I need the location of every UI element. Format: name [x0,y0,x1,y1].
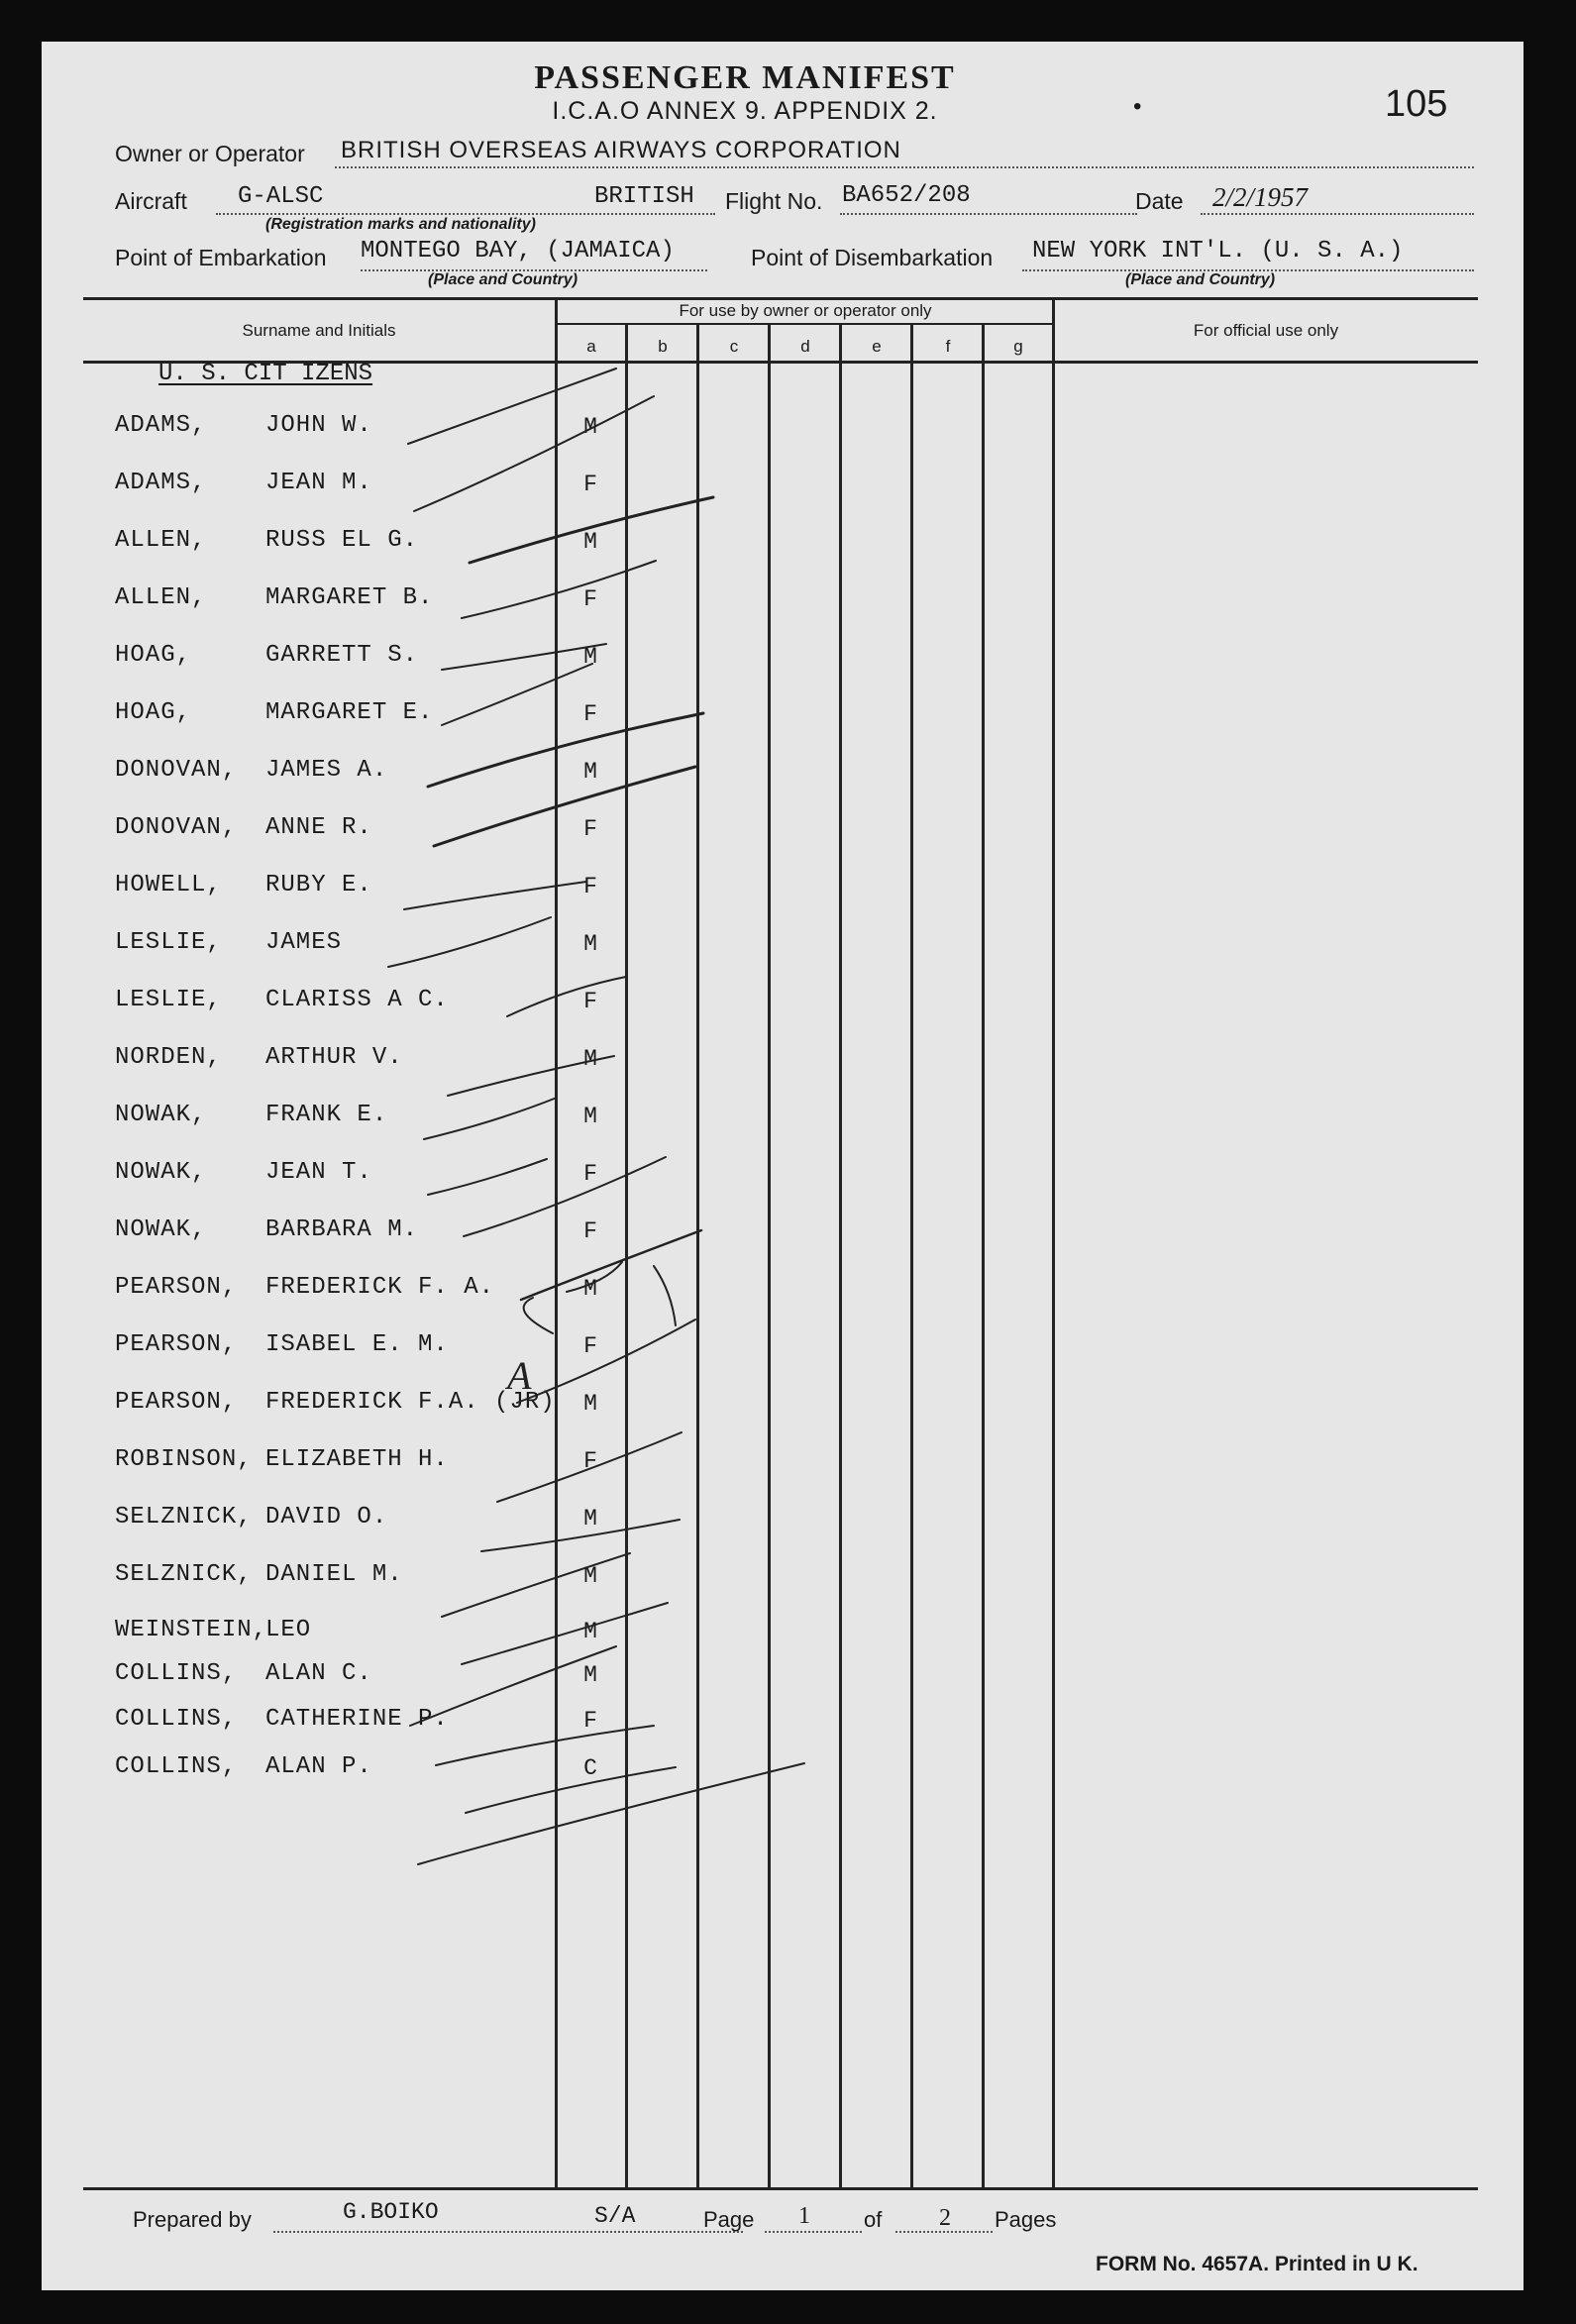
pages-label: Pages [995,2207,1057,2232]
passenger-surname: LESLIE, [115,987,222,1013]
aircraft-nationality: BRITISH [594,183,694,210]
embarkation-value: MONTEGO BAY, (JAMAICA) [361,238,675,264]
passenger-given-names: ALAN P. [265,1753,372,1780]
column-head-b: b [658,337,668,356]
passenger-given-names: JOHN W. [265,412,372,439]
operator-use-header: For use by owner or operator only [679,301,932,320]
page-label: Page [703,2207,755,2232]
passenger-surname: HOAG, [115,642,192,669]
passenger-sex-code: F [583,472,597,497]
passenger-surname: HOAG, [115,699,192,726]
passenger-given-names: JAMES [265,929,343,956]
passenger-surname: ADAMS, [115,412,207,439]
flight-date: 2/2/1957 [1212,182,1309,212]
passenger-given-names: RUBY E. [265,872,372,898]
passenger-surname: DONOVAN, [115,757,238,784]
passenger-given-names: ISABEL E. M. [265,1331,449,1358]
passenger-surname: ALLEN, [115,584,207,611]
passenger-surname: NORDEN, [115,1044,222,1071]
embarkation-label: Point of Embarkation [115,245,327,270]
aircraft-registration: G-ALSC [238,183,324,210]
passenger-surname: COLLINS, [115,1706,238,1733]
passenger-sex-code: F [583,701,597,727]
passenger-surname: NOWAK, [115,1216,207,1243]
passenger-surname: COLLINS, [115,1753,238,1780]
passenger-sex-code: F [583,1708,597,1734]
passenger-sex-code: F [583,586,597,612]
prepared-by-value: G.BOIKO [343,2199,439,2225]
svg-text:A: A [507,1353,532,1398]
passenger-given-names: JEAN T. [265,1159,372,1186]
handwritten-marks [42,42,1523,2290]
passenger-given-names: ARTHUR V. [265,1044,403,1071]
passenger-sex-code: F [583,874,597,899]
passenger-given-names: FREDERICK F. A. [265,1274,495,1301]
disembarkation-note: (Place and Country) [1125,271,1276,288]
passenger-surname: PEARSON, [115,1331,238,1358]
passenger-given-names: DANIEL M. [265,1561,403,1588]
passenger-sex-code: M [583,1046,597,1072]
passenger-surname: COLLINS, [115,1660,238,1687]
section-label: U. S. CIT IZENS [158,361,373,387]
passenger-surname: WEINSTEIN, [115,1617,268,1643]
passenger-given-names: MARGARET B. [265,584,434,611]
disembarkation-label: Point of Disembarkation [751,245,994,270]
passenger-surname: ROBINSON, [115,1446,253,1473]
flight-label: Flight No. [725,188,823,214]
passenger-sex-code: M [583,529,597,555]
column-head-c: c [729,337,739,356]
passenger-given-names: ELIZABETH H. [265,1446,449,1473]
form-number: FORM No. 4657A. Printed in U K. [1096,2253,1418,2275]
passenger-given-names: ANNE R. [265,814,372,841]
page-subtitle: I.C.A.O ANNEX 9. APPENDIX 2. [552,97,938,125]
passenger-given-names: ALAN C. [265,1660,372,1687]
owner-label: Owner or Operator [115,141,305,166]
passenger-given-names: GARRETT S. [265,642,419,669]
passenger-sex-code: F [583,989,597,1014]
passenger-sex-code: F [583,1448,597,1474]
passenger-given-names: FRANK E. [265,1102,388,1128]
passenger-surname: SELZNICK, [115,1504,253,1531]
passenger-given-names: JAMES A. [265,757,388,784]
column-head-a: a [586,337,596,356]
passenger-surname: NOWAK, [115,1102,207,1128]
passenger-sex-code: M [583,1563,597,1589]
passenger-given-names: JEAN M. [265,470,372,496]
passenger-sex-code: M [583,1506,597,1532]
passenger-surname: NOWAK, [115,1159,207,1186]
passenger-sex-code: M [583,1619,597,1644]
page-title: PASSENGER MANIFEST [534,59,956,96]
page-dotline [765,2231,862,2233]
passenger-given-names: MARGARET E. [265,699,434,726]
column-head-e: e [872,337,882,356]
owner-value: BRITISH OVERSEAS AIRWAYS CORPORATION [341,137,901,163]
passenger-given-names: RUSS EL G. [265,527,419,554]
passenger-sex-code: F [583,816,597,842]
passenger-sex-code: M [583,1662,597,1688]
passenger-sex-code: M [583,1391,597,1417]
passenger-sex-code: M [583,931,597,957]
passenger-surname: LESLIE, [115,929,222,956]
ink-dot: • [1133,93,1142,120]
passenger-surname: PEARSON, [115,1274,238,1301]
passenger-surname: HOWELL, [115,872,222,898]
passenger-given-names: FREDERICK F.A. (JR) [265,1389,556,1416]
passenger-surname: SELZNICK, [115,1561,253,1588]
passenger-given-names: BARBARA M. [265,1216,419,1243]
date-label: Date [1135,188,1184,214]
passenger-given-names: CATHERINE P. [265,1706,449,1733]
manifest-sheet [42,42,1523,2290]
of-label: of [864,2207,883,2232]
prepared-by-suffix: S/A [594,2203,636,2229]
official-use-header: For official use only [1193,321,1339,340]
page-value: 1 [798,2203,810,2229]
passenger-given-names: CLARISS A C. [265,987,449,1013]
passenger-sex-code: F [583,1333,597,1359]
pages-value: 2 [939,2205,951,2231]
column-head-g: g [1013,337,1023,356]
passenger-sex-code: C [583,1755,597,1781]
passenger-sex-code: M [583,414,597,440]
passenger-sex-code: M [583,759,597,785]
passenger-given-names: LEO [265,1617,312,1643]
surname-header: Surname and Initials [242,321,396,340]
passenger-surname: DONOVAN, [115,814,238,841]
embarkation-note: (Place and Country) [428,271,578,288]
passenger-sex-code: F [583,1161,597,1187]
column-head-d: d [800,337,810,356]
passenger-sex-code: M [583,1104,597,1129]
passenger-surname: PEARSON, [115,1389,238,1416]
stamped-page-number: 105 [1385,83,1448,125]
passenger-surname: ADAMS, [115,470,207,496]
column-head-f: f [945,337,951,356]
passenger-sex-code: F [583,1218,597,1244]
prepared-by-label: Prepared by [133,2207,252,2232]
registration-note: (Registration marks and nationality) [265,216,536,233]
passenger-sex-code: M [583,644,597,670]
passenger-surname: ALLEN, [115,527,207,554]
passenger-given-names: DAVID O. [265,1504,388,1531]
flight-number: BA652/208 [842,182,971,209]
prepared-by-dotline [273,2231,743,2233]
passenger-sex-code: M [583,1276,597,1302]
aircraft-label: Aircraft [115,188,187,214]
disembarkation-value: NEW YORK INT'L. (U. S. A.) [1032,238,1404,264]
